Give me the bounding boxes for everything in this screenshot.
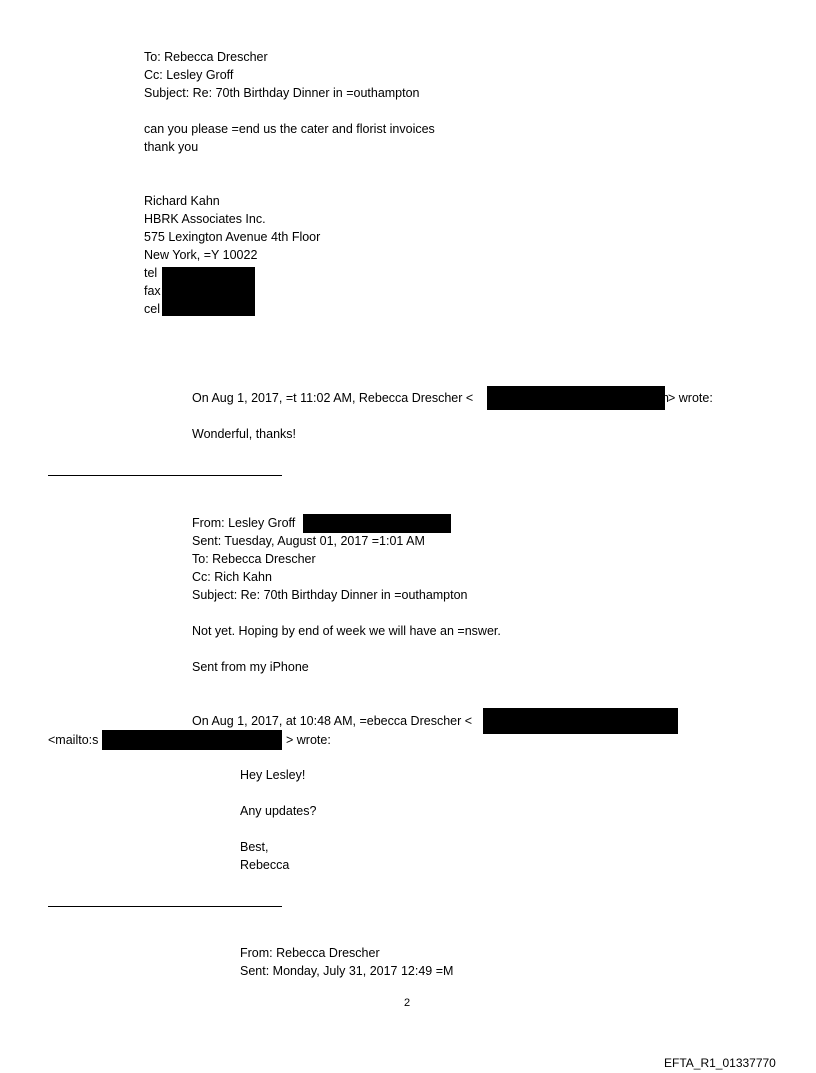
signature-cell-label: cel — [144, 302, 160, 316]
redaction-block-email-2 — [303, 514, 451, 533]
quote2-wrote: > wrote: — [286, 733, 331, 747]
signature-fax-label: fax — [144, 284, 161, 298]
separator-rule-1 — [48, 475, 282, 476]
message2-sent: Sent: Tuesday, August 01, 2017 =1:01 AM — [192, 534, 425, 548]
to-line: To: Rebecca Drescher — [144, 50, 268, 64]
signature-address-2: New York, =Y 10022 — [144, 248, 258, 262]
body-line-2: thank you — [144, 140, 199, 154]
quote2-mailto: <mailto:s — [48, 733, 99, 747]
quote1-intro-tail: n — [662, 391, 669, 405]
redaction-block-email-1 — [487, 386, 665, 410]
redaction-block-phone — [162, 267, 255, 316]
message2-to: To: Rebecca Drescher — [192, 552, 316, 566]
message2-from: From: Lesley Groff — [192, 516, 296, 530]
redaction-block-email-3 — [483, 708, 678, 734]
signature-tel-label: tel — [144, 266, 158, 280]
signature-name: Richard Kahn — [144, 194, 220, 208]
separator-rule-2 — [48, 906, 282, 907]
quote1-wrote: > wrote: — [668, 391, 713, 405]
subject-line: Subject: Re: 70th Birthday Dinner in =outhampton — [144, 86, 420, 100]
quote2-greeting: Hey Lesley! — [240, 768, 306, 782]
quote2-name: Rebecca — [240, 858, 290, 872]
message3-from: From: Rebecca Drescher — [240, 946, 380, 960]
cc-line: Cc: Lesley Groff — [144, 68, 234, 82]
quote1-intro: On Aug 1, 2017, =t 11:02 AM, Rebecca Drescher < — [192, 391, 474, 405]
body-line-1: can you please =end us the cater and florist invoices — [144, 122, 435, 136]
quote2-question: Any updates? — [240, 804, 317, 818]
message3-sent: Sent: Monday, July 31, 2017 12:49 =M — [240, 964, 454, 978]
quote1-body: Wonderful, thanks! — [192, 427, 296, 441]
message2-body: Not yet. Hoping by end of week we will have an =nswer. — [192, 624, 501, 638]
quote2-intro: On Aug 1, 2017, at 10:48 AM, =ebecca Drescher < — [192, 714, 473, 728]
message2-cc: Cc: Rich Kahn — [192, 570, 272, 584]
message2-subject: Subject: Re: 70th Birthday Dinner in =outhampton — [192, 588, 468, 602]
message2-signoff: Sent from my iPhone — [192, 660, 309, 674]
document-id: EFTA_R1_01337770 — [664, 1056, 776, 1070]
page-number: 2 — [404, 997, 411, 1009]
signature-address-1: 575 Lexington Avenue 4th Floor — [144, 230, 321, 244]
signature-company: HBRK Associates Inc. — [144, 212, 266, 226]
quote2-closing: Best, — [240, 840, 269, 854]
redaction-block-email-4 — [102, 730, 282, 750]
